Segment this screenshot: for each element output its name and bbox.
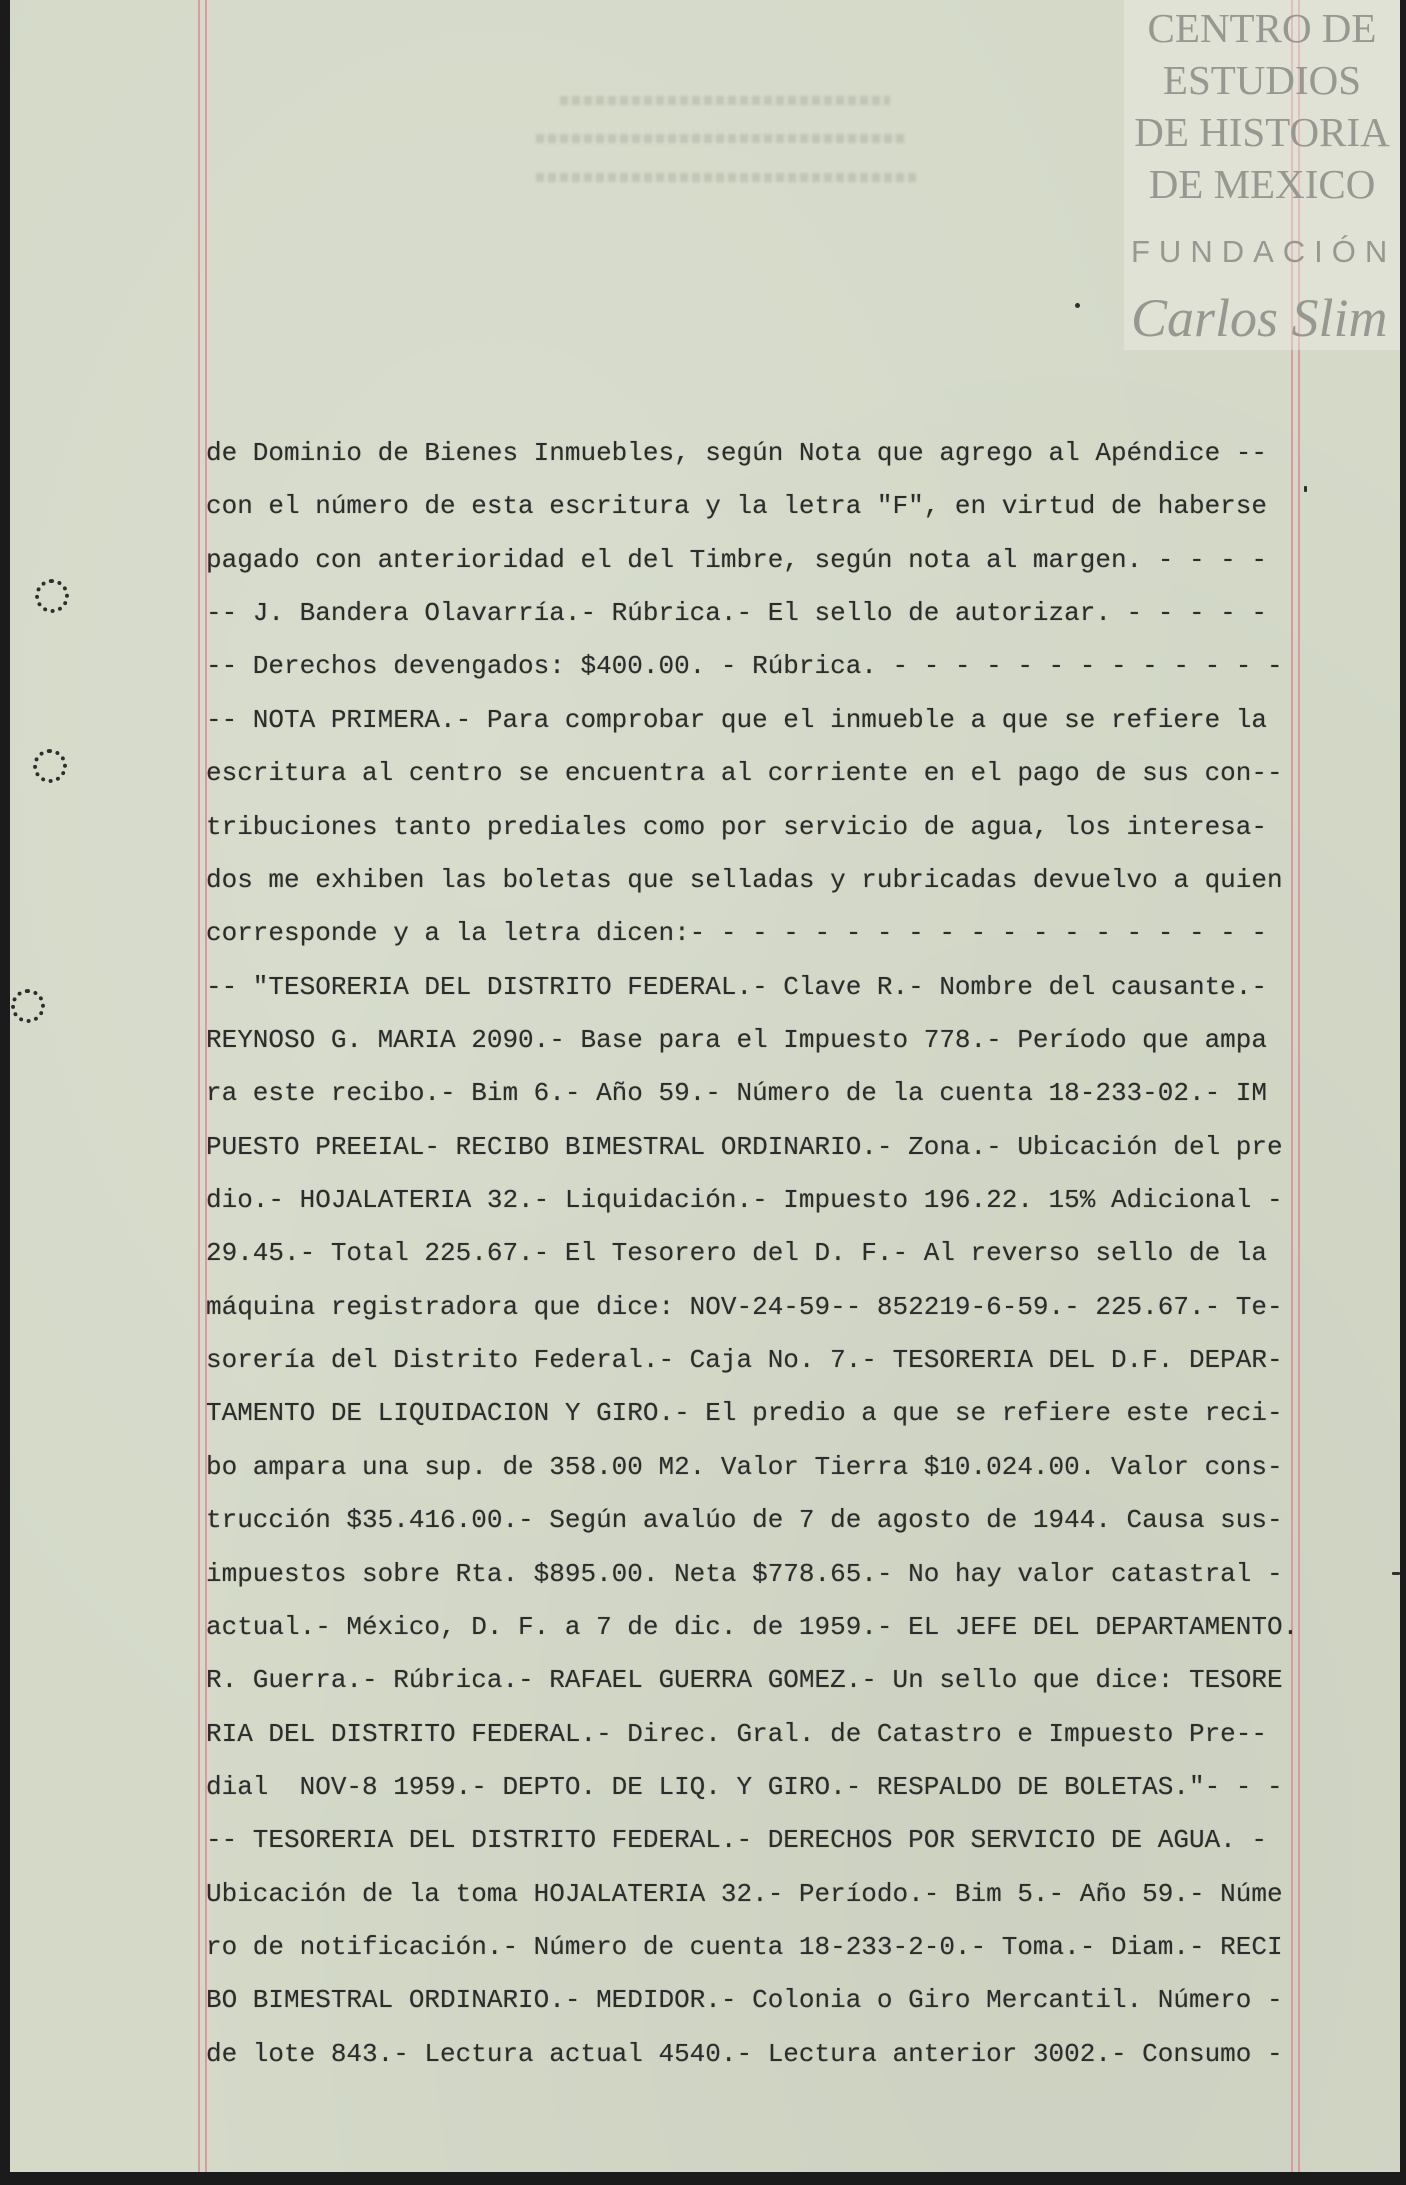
typed-line: REYNOSO G. MARIA 2090.- Base para el Impuesto 778.- Período que ampa bbox=[206, 1024, 1267, 1055]
watermark-line: CENTRO DE bbox=[1147, 5, 1377, 51]
typed-line: dial NOV-8 1959.- DEPTO. DE LIQ. Y GIRO.- RESPALDO DE BOLETAS."- - - bbox=[206, 1771, 1283, 1802]
ink-speck bbox=[1392, 1572, 1400, 1575]
typed-line: de Dominio de Bienes Inmuebles, según Nota que agrego al Apéndice -- bbox=[206, 438, 1267, 468]
typed-line: dos me exhiben las boletas que selladas y rubricadas devuelvo a quien bbox=[206, 864, 1283, 895]
typed-line: Ubicación de la toma HOJALATERIA 32.- Período.- Bim 5.- Año 59.- Núme bbox=[206, 1878, 1283, 1909]
hole-punch bbox=[35, 579, 69, 613]
typed-line: con el número de esta escritura y la letra "F", en virtud de haberse bbox=[206, 491, 1267, 522]
margin-rule-left-outer bbox=[198, 0, 200, 2172]
typed-line: dio.- HOJALATERIA 32.- Liquidación.- Impuesto 196.22. 15% Adicional - bbox=[206, 1185, 1283, 1216]
typed-line: pagado con anterioridad el del Timbre, según nota al margen. - - - - bbox=[206, 544, 1267, 575]
scan-edge-bottom bbox=[0, 2172, 1406, 2185]
hole-punch bbox=[11, 989, 45, 1023]
typed-line: BO BIMESTRAL ORDINARIO.- MEDIDOR.- Colonia o Giro Mercantil. Número - bbox=[206, 1985, 1283, 2016]
typed-line: R. Guerra.- Rúbrica.- RAFAEL GUERRA GOMEZ.- Un sello que dice: TESORE bbox=[206, 1665, 1283, 1696]
watermark-line: DE MEXICO bbox=[1148, 161, 1376, 207]
typed-line: de lote 843.- Lectura actual 4540.- Lectura anterior 3002.- Consumo - bbox=[206, 2038, 1283, 2069]
typed-line: -- NOTA PRIMERA.- Para comprobar que el inmueble a que se refiere la bbox=[206, 704, 1267, 735]
typed-line: -- Derechos devengados: $400.00. - Rúbrica. - - - - - - - - - - - - - bbox=[206, 651, 1283, 682]
hole-punch bbox=[33, 749, 67, 783]
typed-line: -- "TESORERIA DEL DISTRITO FEDERAL.- Clave R.- Nombre del causante.- bbox=[206, 971, 1267, 1002]
typed-line: ra este recibo.- Bim 6.- Año 59.- Número de la cuenta 18-233-02.- IM bbox=[206, 1078, 1267, 1109]
watermark-foundation: FUNDACIÓN bbox=[1131, 234, 1397, 269]
typed-line: bo ampara una sup. de 358.00 M2. Valor Tierra $10.024.00. Valor cons- bbox=[206, 1451, 1283, 1482]
typed-line: escritura al centro se encuentra al corriente en el pago de sus con-- bbox=[206, 758, 1283, 789]
typed-line: PUESTO PREEIAL- RECIBO BIMESTRAL ORDINARIO.- Zona.- Ubicación del pre bbox=[206, 1131, 1283, 1162]
typed-line: máquina registradora que dice: NOV-24-59-- 852219-6-59.- 225.67.- Te- bbox=[206, 1291, 1283, 1322]
typed-line: tribuciones tanto prediales como por servicio de agua, los interesa- bbox=[206, 811, 1267, 842]
typed-line: 29.45.- Total 225.67.- El Tesorero del D. F.- Al reverso sello de la bbox=[206, 1238, 1267, 1269]
typed-line: trucción $35.416.00.- Según avalúo de 7 de agosto de 1944. Causa sus- bbox=[206, 1505, 1283, 1536]
typed-line: ro de notificación.- Número de cuenta 18-233-2-0.- Toma.- Diam.- RECI bbox=[206, 1932, 1283, 1963]
typed-line: corresponde y a la letra dicen:- - - - - - - - - - - - - - - - - - - bbox=[206, 918, 1267, 949]
typed-line: -- J. Bandera Olavarría.- Rúbrica.- El sello de autorizar. - - - - - bbox=[206, 598, 1267, 629]
scan-edge-left bbox=[0, 0, 10, 2185]
bleed-through-marks bbox=[560, 96, 890, 105]
typed-line: -- TESORERIA DEL DISTRITO FEDERAL.- DERECHOS POR SERVICIO DE AGUA. - bbox=[206, 1825, 1267, 1856]
watermark-signature: Carlos Slim bbox=[1131, 288, 1388, 348]
typed-line: TAMENTO DE LIQUIDACION Y GIRO.- El predio a que se refiere este reci- bbox=[206, 1398, 1283, 1429]
watermark-line: DE HISTORIA bbox=[1134, 109, 1390, 155]
typed-line: RIA DEL DISTRITO FEDERAL.- Direc. Gral. de Catastro e Impuesto Pre-- bbox=[206, 1718, 1267, 1749]
typed-text-body bbox=[206, 427, 1306, 2081]
ink-speck bbox=[1075, 303, 1080, 308]
bleed-through-marks bbox=[536, 173, 916, 182]
watermark-line: ESTUDIOS bbox=[1162, 57, 1362, 103]
typed-line: impuestos sobre Rta. $895.00. Neta $778.65.- No hay valor catastral - bbox=[206, 1558, 1283, 1589]
scan-edge-right bbox=[1400, 0, 1406, 2185]
typed-line: actual.- México, D. F. a 7 de dic. de 1959.- EL JEFE DEL DEPARTAMENTO. bbox=[206, 1611, 1299, 1642]
bleed-through-marks bbox=[536, 134, 906, 143]
watermark-title bbox=[1124, 2, 1400, 210]
typed-line: sorería del Distrito Federal.- Caja No. 7.- TESORERIA DEL D.F. DEPAR- bbox=[206, 1345, 1283, 1376]
